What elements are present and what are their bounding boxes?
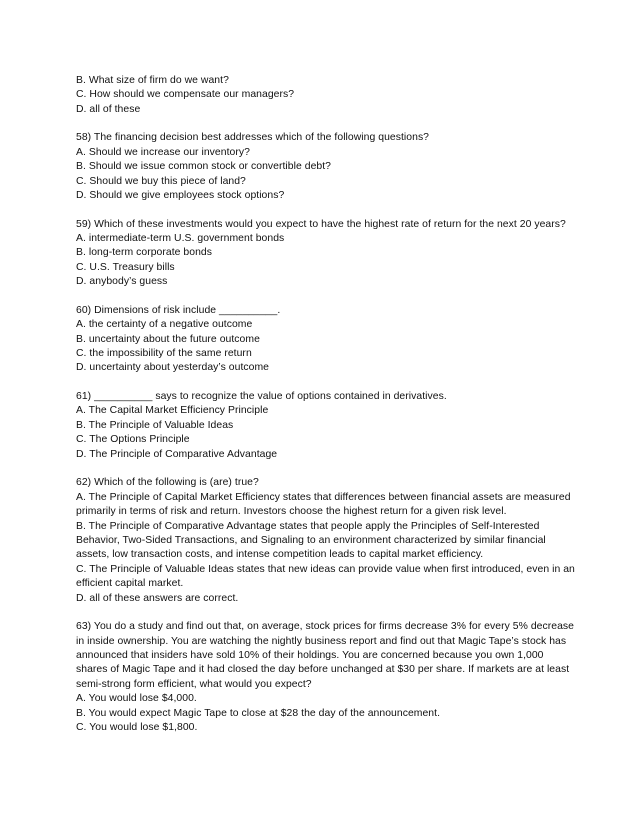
option-b: B. The Principle of Comparative Advantage states that people apply the Principles of Self-Interested Behavior, Two-Sided Transactions, and Signaling to an environment characterized by similar financial assets, low transaction costs, and intense competition leads to capital market efficiency. [76, 520, 546, 561]
option-c: C. How should we compensate our managers? [76, 89, 295, 101]
question-block-62 [76, 476, 576, 606]
option-d: D. anybody’s guess [76, 276, 168, 288]
question-block-57-continued [76, 74, 576, 117]
option-d: D. The Principle of Comparative Advantage [76, 448, 278, 460]
option-c: C. You would lose $1,800. [76, 721, 198, 733]
question-text: 62) Which of the following is (are) true? [76, 477, 259, 489]
option-b: B. What size of firm do we want? [76, 75, 229, 86]
question-text: 60) Dimensions of risk include __________. [76, 304, 281, 316]
option-a: A. the certainty of a negative outcome [76, 319, 253, 331]
option-d: D. all of these [76, 103, 141, 115]
option-c: C. The Principle of Valuable Ideas states that new ideas can provide value when first introduced, even in an efficient capital market. [76, 563, 575, 590]
option-c: C. Should we buy this piece of land? [76, 175, 246, 187]
question-block-60 [76, 304, 576, 376]
question-text: 59) Which of these investments would you expect to have the highest rate of return for the next 20 years? [76, 218, 566, 230]
option-d: D. all of these answers are correct. [76, 592, 239, 604]
document-page [76, 74, 576, 750]
question-text: 63) You do a study and find out that, on average, stock prices for firms decrease 3% for every 5% decrease in inside ownership. You are watching the nightly business report and find out that Magic Tape’s stock has announced that insiders have sold 10% of their holdings. You are concerned because you own 1,000 shares of Magic Tape and it had closed the day before unchanged at $30 per share. If markets are at least semi-strong form efficient, what would you expect? [76, 621, 574, 690]
option-a: A. Should we increase our inventory? [76, 146, 250, 158]
option-a: A. intermediate-term U.S. government bonds [76, 233, 285, 245]
option-a: A. The Principle of Capital Market Efficiency states that differences between financial assets are measured primarily in terms of risk and return. Investors choose the highest return for a given risk level. [76, 491, 571, 518]
option-b: B. long-term corporate bonds [76, 247, 212, 259]
option-d: D. uncertainty about yesterday’s outcome [76, 362, 269, 374]
question-text: 58) The financing decision best addresses which of the following questions? [76, 132, 430, 144]
option-b: B. The Principle of Valuable Ideas [76, 419, 234, 431]
question-text: 61) __________ says to recognize the value of options contained in derivatives. [76, 391, 447, 403]
question-block-58 [76, 131, 576, 203]
option-c: C. The Options Principle [76, 434, 190, 446]
option-b: B. uncertainty about the future outcome [76, 333, 260, 345]
question-block-61 [76, 390, 576, 462]
option-d: D. Should we give employees stock options? [76, 190, 285, 202]
option-a: A. The Capital Market Efficiency Principle [76, 405, 269, 417]
option-a: A. You would lose $4,000. [76, 693, 197, 705]
option-c: C. the impossibility of the same return [76, 348, 252, 360]
option-c: C. U.S. Treasury bills [76, 261, 175, 273]
question-block-59 [76, 218, 576, 290]
question-block-63 [76, 620, 576, 735]
option-b: B. You would expect Magic Tape to close at $28 the day of the announcement. [76, 707, 441, 719]
option-b: B. Should we issue common stock or convertible debt? [76, 161, 331, 173]
